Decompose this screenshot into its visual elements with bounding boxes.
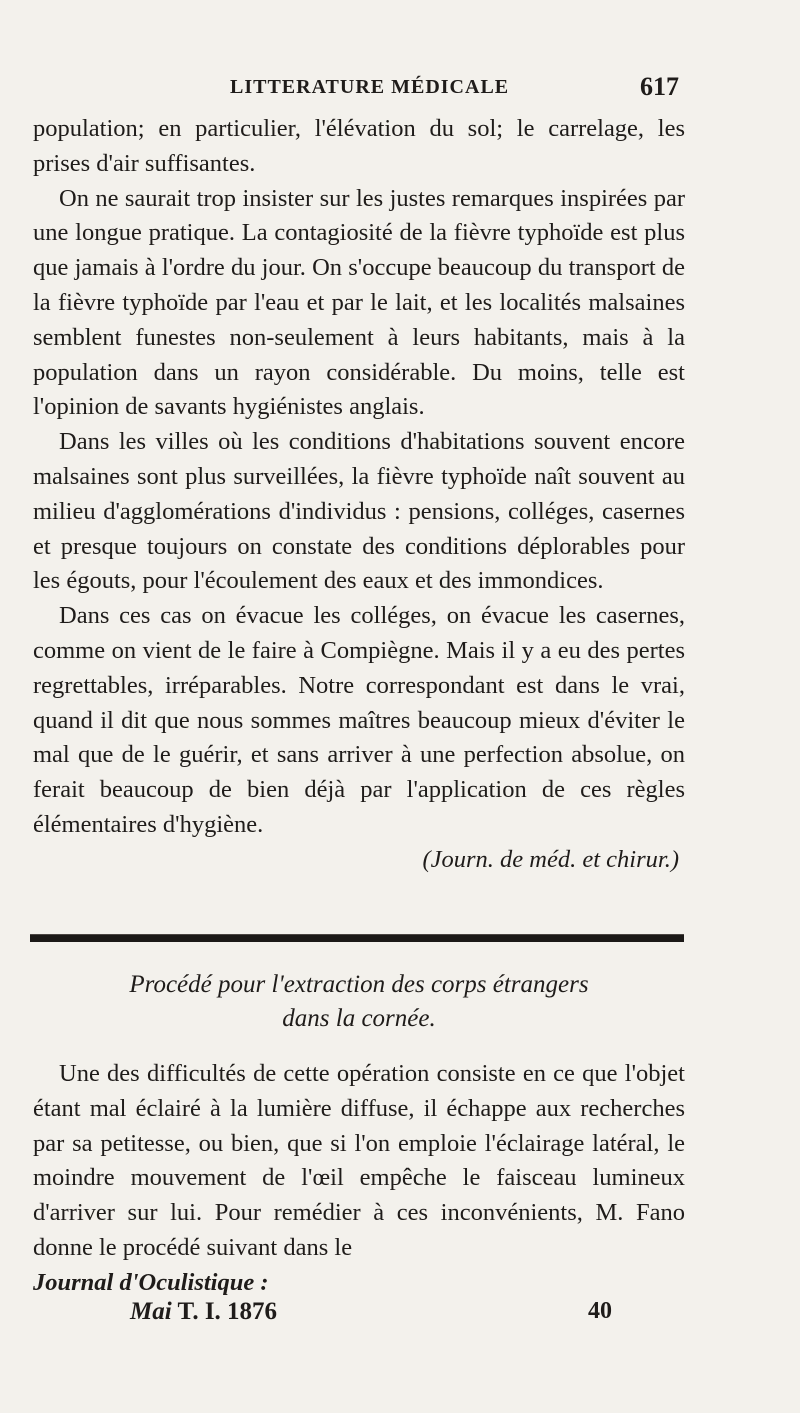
article-body: [33, 1057, 685, 1301]
citation: (Journ. de méd. et chirur.): [422, 845, 679, 873]
paragraph: Une des difficultés de cette opération consiste en ce que l'objet étant mal éclairé à la lumière diffuse, il échappe aux recherches par sa petitesse, ou bien, que si l'on emploie l'éclairage latéral, le moindre mouvement de l'œil empêche le faisceau lumineux d'arriver sur lui. Pour remédier à ces inconvénients, M. Fano donne le procédé suivant dans le: [33, 1060, 685, 1261]
section-divider: [30, 934, 684, 942]
journal-source: Journal d'Oculistique :: [33, 1268, 269, 1296]
signature-number: 40: [588, 1298, 612, 1324]
printer-signature: [130, 1298, 277, 1326]
signature-month: Mai: [130, 1298, 172, 1325]
page-number: 617: [640, 72, 679, 101]
running-title: LITTERATURE MÉDICALE: [230, 76, 510, 98]
section-title: [33, 968, 685, 1036]
section-title-line: Procédé pour l'extraction des corps étrangers: [129, 971, 589, 998]
section-title-line: dans la cornée.: [282, 1005, 436, 1032]
paragraph: Dans ces cas on évacue les colléges, on évacue les casernes, comme on vient de le faire à Compiègne. Mais il y a eu des pertes regrettables, irréparables. Notre correspondant est dans le vrai, quand il dit que nous sommes maîtres beaucoup mieux d'éviter le mal que de le guérir, et sans arriver à une perfection absolue, on ferait beaucoup de bien déjà par l'application de ces règles élémentaires d'hygiène.: [33, 602, 685, 838]
paragraph: On ne saurait trop insister sur les justes remarques inspirées par une longue pratique. La contagiosité de la fièvre typhoïde est plus que jamais à l'ordre du jour. On s'occupe beaucoup du transport de la fièvre typhoïde par l'eau et par le lait, et les localités malsaines semblent funestes non-seulement à leurs habitants, mais à la population dans un rayon considérable. Du moins, telle est l'opinion de savants hygiénistes anglais.: [33, 184, 685, 421]
signature-volume: T. I. 1876: [177, 1298, 278, 1325]
article-continuation: [33, 112, 685, 878]
paragraph: population; en particulier, l'élévation du sol; le carrelage, les prises d'air suffisantes.: [33, 115, 685, 177]
paragraph: Dans les villes où les conditions d'habitations souvent encore malsaines sont plus surveillées, la fièvre typhoïde naît souvent au milieu d'agglomérations d'individus : pensions, colléges, casernes et presque toujours on constate des conditions déplorables pour les égouts, pour l'écoulement des eaux et des immondices.: [33, 428, 685, 595]
